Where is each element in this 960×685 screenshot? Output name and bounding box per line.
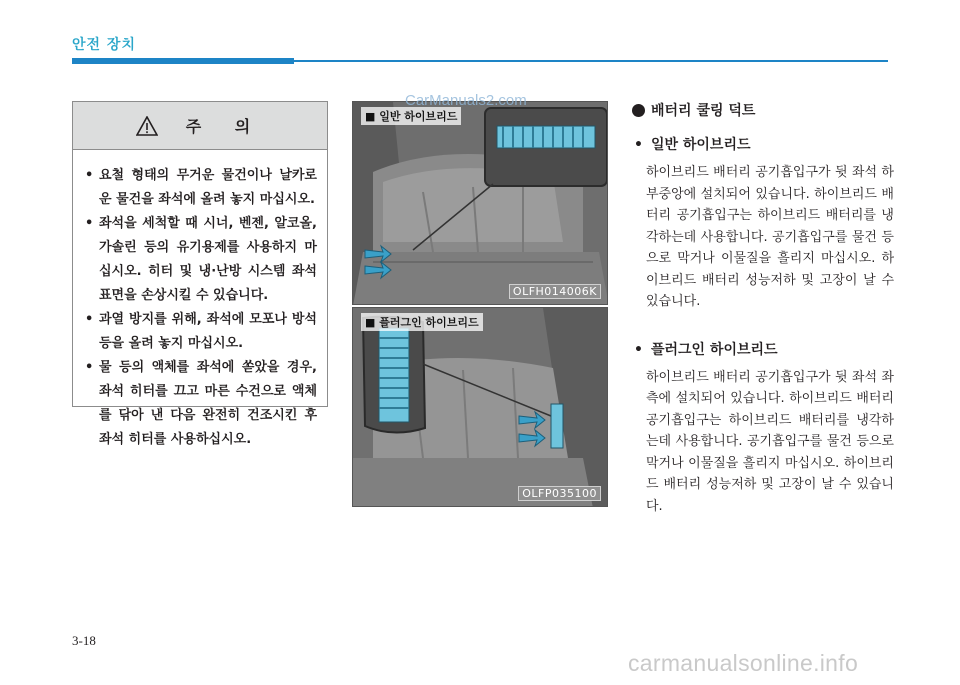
footer-watermark: carmanualsonline.info [628,650,859,676]
warning-triangle-icon [136,116,158,136]
photo-plugin-hybrid [352,307,608,507]
caution-item: • 요철 형태의 무거운 물건이나 날카로운 물건을 좌석에 올려 놓지 마십시오. [83,164,317,212]
rear-seat-illustration [353,102,608,305]
photo-code: OLFP035100 [518,486,601,501]
section-heading [632,100,894,120]
photo-standard-hybrid [352,101,608,305]
photo-code: OLFH014006K [509,284,601,299]
caution-item: • 과열 방지를 위해, 좌석에 모포나 방석 등을 올려 놓지 마십시오. [83,308,317,356]
subsection-heading-text: 일반 하이브리드 [650,137,751,153]
filled-circle-icon [632,104,645,117]
site-watermark: CarManuals2.com [405,92,527,109]
paragraph: 하이브리드 배터리 공기흡입구가 뒷 좌석 좌측에 설치되어 있습니다. 하이브리드 배터리 공기흡입구는 하이브리드 배터리를 냉각하는데 사용합니다. 공기흡입구를 물건 등으로 막거나 이물질을 흘리지 마십시오. 하이브리드 배터리 성능저하 및 고장이 날 수 있습니다. [646,369,894,514]
page-number: 3-18 [72,633,96,648]
section-header-title: 안전 장치 [72,37,136,53]
caution-list [73,150,327,452]
subsection-heading [632,339,894,359]
paragraph: 하이브리드 배터리 공기흡입구가 뒷 좌석 하부중앙에 설치되어 있습니다. 하이브리드 배터리 공기흡입구는 하이브리드 배터리를 냉각하는데 사용합니다. 공기흡입구를 물건 등으로 막거나 이물질을 흘리지 마십시오. 하이브리드 배터리 성능저하 및 고장이 날 수 있습니다. [646,165,894,309]
section-heading-text: 배터리 쿨링 덕트 [651,103,756,119]
rear-seat-side-illustration [353,308,608,507]
bullet: • [634,341,643,358]
body-content [632,100,894,517]
caution-box [72,101,328,447]
photo-caption: ■ 일반 하이브리드 [361,107,461,125]
subsection-heading-text: 플러그인 하이브리드 [650,341,778,358]
caution-header [73,102,327,150]
header-rule-thick [72,58,294,64]
photo-caption: ■ 플러그인 하이브리드 [361,313,483,331]
caution-item: • 물 등의 액체를 좌석에 쏟았을 경우, 좌석 히터를 끄고 마른 수건으로 액체를 닦아 낸 다음 완전히 건조시킨 후 좌석 히터를 사용하십시오. [83,356,317,452]
header-rule-thin [294,60,888,62]
subsection-heading [632,134,894,154]
bullet: • [634,137,643,153]
caution-item: • 좌석을 세척할 때 시너, 벤젠, 알코올, 가솔린 등의 유기용제를 사용하지 마십시오. 히터 및 냉·난방 시스템 좌석 표면을 손상시킬 수 있습니다. [83,212,317,308]
caution-title: 주 의 [185,117,265,136]
